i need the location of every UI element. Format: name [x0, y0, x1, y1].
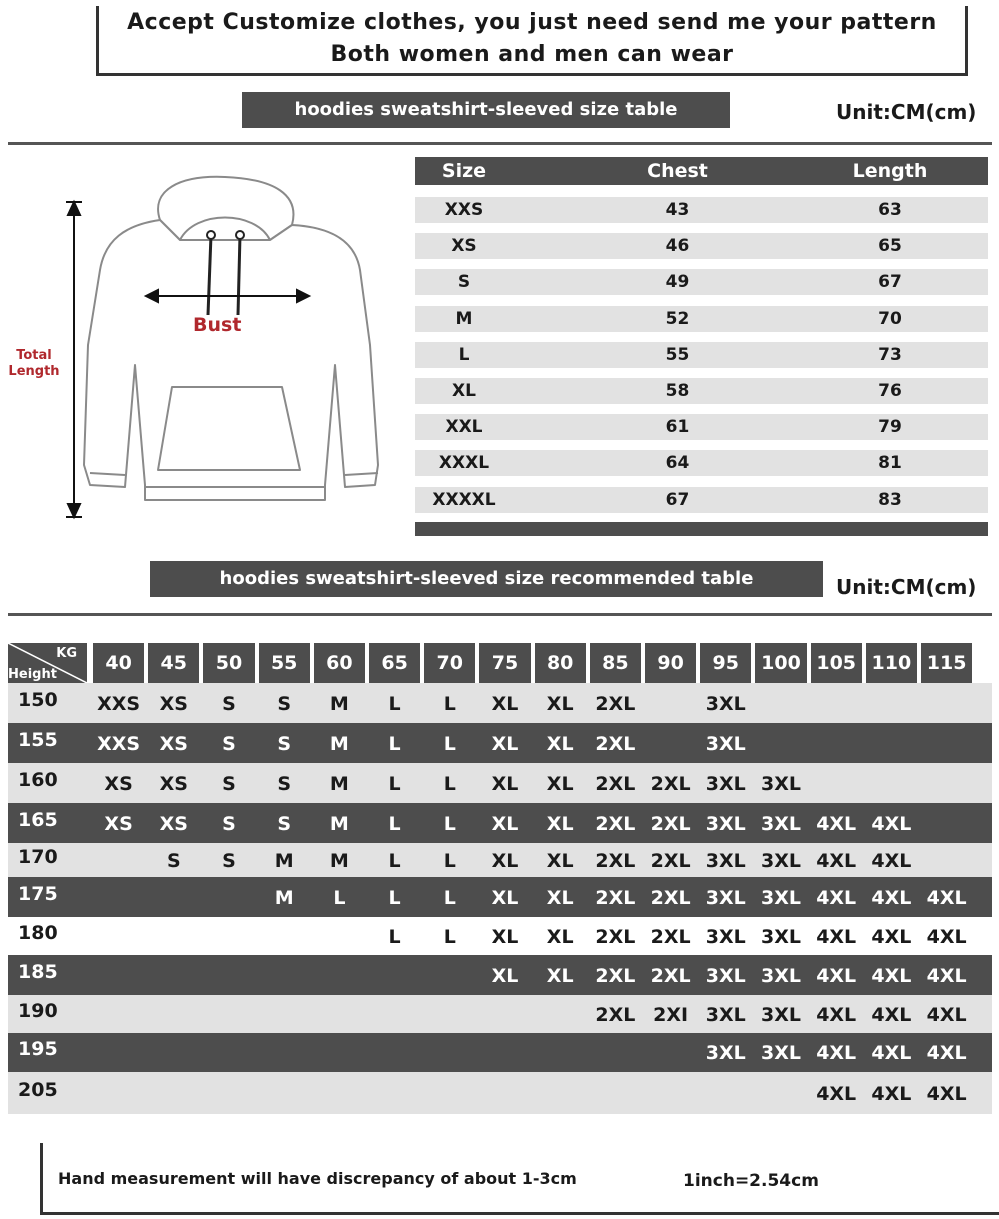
- length-cell: 65: [878, 236, 902, 257]
- recommended-size-cell: 3XL: [760, 850, 801, 872]
- recommended-size-cell: XL: [546, 850, 574, 872]
- size-table-row: [415, 306, 988, 332]
- recommended-size-cell: 2XL: [595, 926, 636, 948]
- recommended-size-cell: XL: [546, 693, 574, 715]
- rec-table-row: [8, 723, 992, 763]
- recommended-size-cell: XL: [491, 733, 519, 755]
- recommended-size-cell: 4XL: [926, 926, 967, 948]
- recommended-size-cell: M: [329, 773, 349, 795]
- bust-label: Bust: [193, 314, 242, 336]
- recommended-size-cell: 2XL: [595, 965, 636, 987]
- weight-header-cell: 100: [755, 643, 806, 683]
- size-cell: XS: [451, 236, 477, 257]
- recommended-size-cell: XS: [104, 813, 133, 835]
- recommended-size-cell: 3XL: [705, 887, 746, 909]
- length-cell: 79: [878, 417, 902, 438]
- recommended-size-cell: 3XL: [705, 813, 746, 835]
- banner-line-1: Accept Customize clothes, you just need send me your pattern: [127, 10, 937, 35]
- height-cell: 185: [18, 961, 58, 983]
- rec-table-row: [8, 763, 992, 803]
- recommended-size-cell: S: [277, 733, 292, 755]
- recommended-size-cell: L: [443, 813, 456, 835]
- discrepancy-note: Hand measurement will have discrepancy of about 1-3cm: [58, 1169, 577, 1188]
- weight-header-cell: 95: [700, 643, 751, 683]
- length-cell: 81: [878, 453, 902, 474]
- recommended-size-cell: M: [329, 733, 349, 755]
- recommended-size-cell: S: [222, 773, 236, 795]
- weight-header-cell: 80: [535, 643, 586, 683]
- recommended-size-cell: 3XL: [760, 1042, 801, 1064]
- recommended-size-cell: XL: [491, 887, 519, 909]
- banner-line-2: Both women and men can wear: [330, 42, 734, 67]
- size-cell: XL: [452, 381, 476, 401]
- recommended-size-cell: 4XL: [871, 813, 912, 835]
- size-cell: M: [455, 308, 473, 329]
- chest-cell: 61: [665, 417, 690, 438]
- recommended-size-cell: 2XL: [595, 1004, 636, 1026]
- weight-header-cell: 115: [921, 643, 972, 683]
- height-cell: 150: [18, 689, 58, 711]
- chest-cell: 52: [665, 308, 690, 329]
- height-cell: 170: [18, 846, 58, 868]
- recommended-size-cell: 3XL: [760, 1004, 801, 1026]
- recommended-size-cell: 4XL: [816, 965, 857, 987]
- rec-table-row: [8, 803, 992, 843]
- recommended-size-cell: S: [277, 813, 292, 835]
- height-cell: 155: [18, 729, 58, 751]
- recommended-size-cell: L: [388, 887, 401, 909]
- rec-table-row: [8, 683, 992, 723]
- recommended-size-cell: L: [388, 693, 401, 715]
- rec-table-row: [8, 1072, 992, 1114]
- recommended-size-cell: 2XI: [653, 1004, 689, 1026]
- length-cell: 70: [878, 308, 902, 329]
- recommended-size-cell: XL: [491, 965, 519, 987]
- recommended-size-cell: XL: [491, 926, 519, 948]
- recommended-size-cell: S: [222, 850, 236, 872]
- length-cell: 67: [878, 272, 902, 293]
- recommended-size-cell: XL: [546, 926, 574, 948]
- recommended-size-cell: 4XL: [871, 965, 912, 987]
- weight-header-cell: 60: [314, 643, 365, 683]
- size-table-title: hoodies sweatshirt-sleeved size table: [242, 92, 730, 128]
- chest-cell: 43: [665, 200, 690, 220]
- chest-cell: 49: [665, 272, 690, 293]
- recommended-size-cell: 2XL: [595, 733, 636, 755]
- recommended-size-cell: 3XL: [705, 733, 746, 755]
- recommended-size-cell: 3XL: [705, 926, 746, 948]
- recommended-size-cell: 3XL: [760, 926, 801, 948]
- recommended-size-cell: XL: [546, 887, 574, 909]
- recommended-size-cell: S: [222, 733, 236, 755]
- recommended-size-cell: XS: [159, 773, 188, 795]
- header-length: Length: [852, 160, 928, 182]
- size-cell: XXL: [445, 417, 483, 438]
- recommended-size-cell: 3XL: [705, 1004, 746, 1026]
- recommended-size-cell: XL: [546, 965, 574, 987]
- rec-table-row: [8, 917, 992, 955]
- size-table-row: [415, 269, 988, 295]
- recommended-size-cell: 4XL: [816, 1083, 857, 1105]
- recommended-size-cell: L: [443, 733, 456, 755]
- recommended-size-cell: M: [329, 693, 349, 715]
- rec-table-row: [8, 877, 992, 917]
- weight-header-cell: 110: [866, 643, 917, 683]
- recommended-size-cell: 4XL: [926, 1004, 967, 1026]
- header-size: Size: [441, 160, 487, 182]
- recommended-size-cell: L: [443, 693, 456, 715]
- recommended-size-cell: L: [443, 773, 456, 795]
- weight-header-cell: 55: [259, 643, 310, 683]
- height-cell: 165: [18, 809, 58, 831]
- recommended-size-cell: 4XL: [926, 965, 967, 987]
- recommended-size-cell: 4XL: [926, 887, 967, 909]
- recommended-size-cell: S: [222, 693, 236, 715]
- total-length-label-line1: Total: [16, 348, 52, 363]
- size-table-row: [415, 233, 988, 259]
- recommended-size-cell: 3XL: [705, 1042, 746, 1064]
- recommended-size-cell: 4XL: [816, 887, 857, 909]
- size-cell: XXS: [444, 200, 484, 220]
- recommended-size-cell: S: [222, 813, 236, 835]
- rec-table-unit: Unit:CM(cm): [836, 575, 977, 599]
- height-cell: 180: [18, 922, 58, 944]
- recommended-size-cell: 4XL: [871, 887, 912, 909]
- size-table-header: [415, 157, 988, 185]
- recommended-size-cell: L: [388, 850, 401, 872]
- weight-header-cell: 90: [645, 643, 696, 683]
- recommended-size-cell: 3XL: [705, 693, 746, 715]
- size-table-row: [415, 487, 988, 513]
- size-cell: XXXXL: [432, 489, 496, 510]
- rec-table-title: hoodies sweatshirt-sleeved size recommended table: [150, 561, 823, 597]
- length-cell: 73: [878, 344, 902, 365]
- recommended-size-cell: 2XL: [650, 813, 691, 835]
- top-banner: [96, 6, 968, 76]
- size-cell: S: [457, 272, 471, 293]
- weight-header-cell: 40: [93, 643, 144, 683]
- recommended-size-cell: L: [443, 887, 456, 909]
- recommended-size-cell: XS: [159, 693, 188, 715]
- chest-cell: 58: [665, 381, 690, 401]
- size-table-row: [415, 450, 988, 476]
- length-cell: 76: [878, 381, 902, 401]
- recommended-size-cell: M: [329, 850, 349, 872]
- height-cell: 175: [18, 883, 58, 905]
- recommended-size-cell: S: [166, 850, 181, 872]
- recommended-size-cell: 2XL: [650, 926, 691, 948]
- recommended-size-cell: 2XL: [650, 965, 691, 987]
- recommended-size-cell: XL: [491, 813, 519, 835]
- height-cell: 160: [18, 769, 58, 791]
- recommended-size-cell: XL: [491, 693, 519, 715]
- recommended-size-cell: L: [388, 926, 401, 948]
- size-table-row: [415, 414, 988, 440]
- size-table-unit: Unit:CM(cm): [836, 100, 977, 124]
- recommended-size-cell: 4XL: [871, 926, 912, 948]
- chest-cell: 55: [665, 344, 690, 365]
- weight-header-cell: 70: [424, 643, 475, 683]
- recommended-size-cell: XXS: [97, 693, 141, 715]
- recommended-size-cell: XL: [546, 733, 574, 755]
- size-table-row: [415, 378, 988, 404]
- recommended-size-cell: 2XL: [595, 887, 636, 909]
- length-cell: 63: [878, 200, 902, 220]
- recommended-size-cell: 3XL: [705, 965, 746, 987]
- recommended-size-cell: XXS: [97, 733, 141, 755]
- total-length-label-line2: Length: [8, 364, 60, 379]
- recommended-size-cell: 4XL: [871, 850, 912, 872]
- height-cell: 195: [18, 1038, 58, 1060]
- chest-cell: 46: [665, 236, 690, 257]
- recommended-size-cell: M: [329, 813, 349, 835]
- size-table-row: [415, 197, 988, 223]
- recommended-size-cell: XS: [159, 733, 188, 755]
- weight-header-cell: 65: [369, 643, 420, 683]
- recommended-size-cell: XL: [546, 813, 574, 835]
- recommended-size-cell: 2XL: [650, 850, 691, 872]
- recommended-size-cell: 4XL: [871, 1083, 912, 1105]
- recommended-size-cell: XL: [491, 773, 519, 795]
- size-cell: XXXL: [438, 453, 490, 474]
- recommended-size-cell: 4XL: [871, 1042, 912, 1064]
- recommended-size-cell: 4XL: [871, 1004, 912, 1026]
- recommended-size-cell: L: [333, 887, 346, 909]
- rec-table-row: [8, 1033, 992, 1072]
- recommended-size-cell: 4XL: [816, 1004, 857, 1026]
- recommended-size-cell: 4XL: [816, 850, 857, 872]
- height-cell: 190: [18, 1000, 58, 1022]
- divider-top: [8, 142, 992, 145]
- length-cell: 83: [878, 489, 902, 510]
- chest-cell: 64: [665, 453, 690, 474]
- recommended-size-cell: 4XL: [816, 1042, 857, 1064]
- size-cell: L: [458, 344, 470, 365]
- recommended-size-cell: 2XL: [595, 850, 636, 872]
- rec-table-row: [8, 955, 992, 995]
- weight-header-cell: 50: [203, 643, 254, 683]
- kg-label: KG: [56, 646, 77, 661]
- recommended-size-cell: M: [274, 850, 294, 872]
- recommended-size-cell: XS: [104, 773, 133, 795]
- recommended-size-cell: 4XL: [816, 813, 857, 835]
- recommended-size-cell: L: [443, 926, 456, 948]
- divider-middle: [8, 613, 992, 616]
- chest-cell: 67: [665, 489, 690, 510]
- recommended-size-cell: L: [388, 813, 401, 835]
- recommended-size-cell: L: [443, 850, 456, 872]
- weight-header-cell: 105: [811, 643, 862, 683]
- recommended-size-cell: XL: [546, 773, 574, 795]
- recommended-size-cell: 2XL: [650, 773, 691, 795]
- header-chest: Chest: [647, 160, 708, 182]
- total-length-label: [4, 348, 64, 380]
- recommended-size-cell: 4XL: [926, 1083, 967, 1105]
- inch-conversion-note: 1inch=2.54cm: [683, 1171, 819, 1191]
- rec-table-row: [8, 843, 992, 877]
- recommended-size-cell: 2XL: [650, 887, 691, 909]
- recommended-size-cell: S: [277, 693, 292, 715]
- recommended-size-cell: L: [388, 773, 401, 795]
- recommended-size-cell: 3XL: [760, 813, 801, 835]
- rec-table-row: [8, 995, 992, 1033]
- recommended-size-cell: XS: [159, 813, 188, 835]
- weight-header-cell: 75: [479, 643, 530, 683]
- size-table-footer-bar: [415, 522, 988, 536]
- recommended-size-cell: 2XL: [595, 693, 636, 715]
- recommended-size-cell: S: [277, 773, 292, 795]
- height-label: Height: [8, 667, 57, 682]
- recommended-size-cell: L: [388, 733, 401, 755]
- corner-cell: [8, 643, 87, 683]
- recommended-size-cell: 4XL: [926, 1042, 967, 1064]
- weight-header-cell: 45: [148, 643, 199, 683]
- recommended-size-cell: M: [274, 887, 294, 909]
- recommended-size-cell: 2XL: [595, 813, 636, 835]
- recommended-size-cell: 3XL: [705, 850, 746, 872]
- recommended-size-cell: XL: [491, 850, 519, 872]
- recommended-size-cell: 2XL: [595, 773, 636, 795]
- recommended-size-cell: 3XL: [760, 773, 801, 795]
- footer-note: [40, 1143, 999, 1215]
- recommended-size-cell: 3XL: [705, 773, 746, 795]
- recommended-size-cell: 3XL: [760, 965, 801, 987]
- size-table-row: [415, 342, 988, 368]
- recommended-size-cell: 3XL: [760, 887, 801, 909]
- recommended-size-cell: 4XL: [816, 926, 857, 948]
- weight-header-cell: 85: [590, 643, 641, 683]
- height-cell: 205: [18, 1079, 58, 1101]
